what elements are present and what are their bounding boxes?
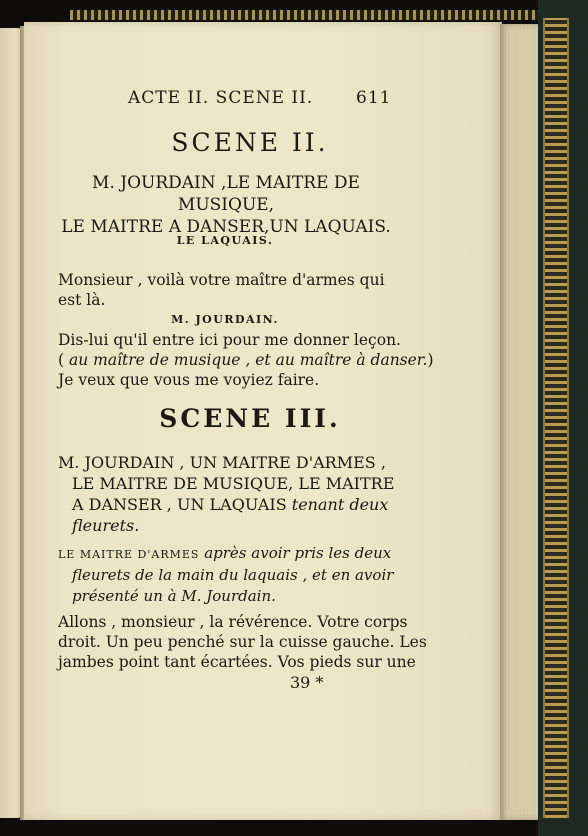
page-number: 611: [356, 88, 392, 108]
stage-italic: présenté un à M. Jourdain.: [72, 587, 276, 605]
cover-gilt-tooling: [543, 18, 569, 818]
page-edges: [500, 24, 542, 820]
left-page-edge: [0, 28, 22, 818]
stage-italic: après avoir pris les deux: [204, 544, 392, 562]
character-line: LE MAITRE DE MUSIQUE, LE MAITRE: [72, 474, 395, 493]
scene-two-title: SCENE II.: [171, 128, 329, 157]
character-roman: A DANSER , UN LAQUAIS: [72, 495, 287, 514]
stage-line: [58, 543, 392, 565]
character-line: [58, 515, 378, 536]
paren-open: (: [58, 351, 65, 369]
character-italic: fleurets.: [72, 516, 140, 535]
cover-top-gilt-tooling: [70, 10, 560, 20]
speech-line: droit. Un peu penché sur la cuisse gauche. Les: [58, 633, 427, 651]
speech-jourdain: [58, 330, 434, 390]
speech-maitre-armes: [58, 612, 427, 672]
stage-direction-italic: au maître de musique , et au maître à danser.: [69, 351, 428, 369]
speech-laquais: Monsieur , voilà votre maître d'armes qui est là.: [58, 271, 385, 309]
stage-line: [58, 586, 378, 607]
stage-direction-line: [58, 350, 434, 370]
character-line: LE MAITRE A DANSER,UN LAQUAIS.: [61, 217, 391, 237]
stage-direction-maitre-armes: [58, 543, 394, 607]
running-header: [128, 88, 392, 108]
speech-line: Allons , monsieur , la révérence. Votre corps: [58, 613, 408, 631]
stage-separator: ,: [297, 566, 313, 584]
character-line: M. JOURDAIN , UN MAITRE D'ARMES ,: [58, 453, 386, 472]
speech-line: Dis-lui qu'il entre ici pour me donner leçon.: [58, 331, 401, 349]
character-italic: tenant deux: [291, 495, 389, 514]
speaker-laquais: LE LAQUAIS.: [176, 234, 274, 247]
running-title: ACTE II. SCENE II.: [128, 88, 314, 108]
character-line: [58, 494, 389, 515]
speech-line: Je veux que vous me voyiez faire.: [58, 371, 320, 389]
stage-italic: fleurets de la main du laquais: [72, 566, 298, 584]
speaker-maitre-armes: LE MAITRE D'ARMES: [58, 548, 200, 561]
scene-three-characters: [58, 452, 395, 536]
speech-line: jambes point tant écartées. Vos pieds sur une: [58, 653, 416, 671]
stage-italic: et en avoir: [312, 566, 394, 584]
paren-close: ): [427, 351, 434, 369]
signature-mark: 39 *: [290, 673, 324, 692]
speaker-jourdain: M. JOURDAIN.: [171, 313, 279, 326]
scene-two-characters: [56, 172, 396, 238]
character-line: M. JOURDAIN ,LE MAITRE DE MUSIQUE,: [92, 173, 360, 215]
scene-three-title: SCENE III.: [159, 404, 341, 433]
stage-line: [58, 565, 394, 586]
